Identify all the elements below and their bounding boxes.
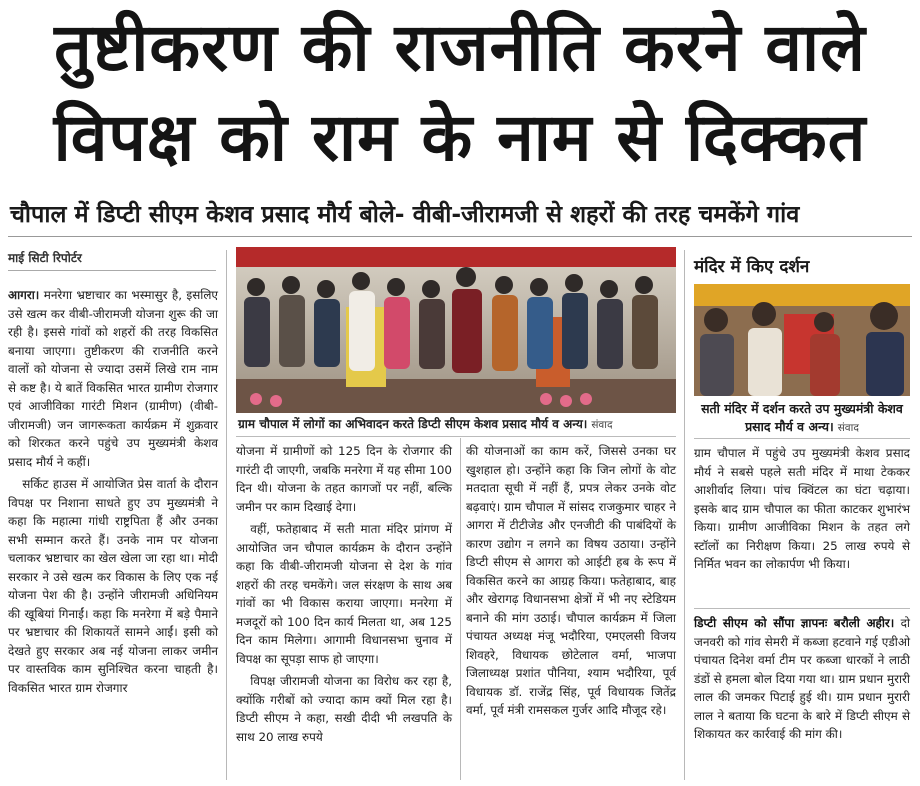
main-photo-caption bbox=[238, 416, 678, 434]
paragraph: वहीं, फतेहाबाद में सती माता मंदिर प्रांगण में आयोजित जन चौपाल कार्यक्रम के दौरान उन्होंने कहा कि वीबी-जीरामजी योजना से देश के गांव शहरों की तरह चमकेंगे। जल संरक्षण के साथ अब गांवों का भी विकास कराया जाएगा। मनरेगा में मजदूरों को 100 दिन कार्य मिलता था, अब 125 दिन काम मिलेगा। आगामी विधानसभा चुनाव में विपक्ष का सूपड़ा साफ हो जाएगा। bbox=[236, 522, 452, 666]
column-divider bbox=[684, 250, 685, 780]
paragraph: विपक्ष जीरामजी योजना का विरोध कर रहा है, क्योंकि गरीबों को ज्यादा काम क्यों मिल रहा है। डिप्टी सीएम ने कहा, सखी दीदी भी लखपति के साथ 20 लाख रुपये bbox=[236, 674, 452, 744]
paragraph: ग्राम चौपाल में पहुंचे उप मुख्यमंत्री केशव प्रसाद मौर्य ने सबसे पहले सती मंदिर में माथा टेककर आशीर्वाद लिया। पांच क्विंटल का घंटा चढ़ाया। इसके बाद ग्राम चौपाल का फीता काटकर शुभारंभ किया। ग्रामीण आजीविका मिशन के तहत लगे स्टॉलों का निरीक्षण किया। 25 लाख रुपये से निर्मित भवन का लोकार्पण भी किया। bbox=[694, 446, 910, 571]
article-column-2 bbox=[236, 442, 452, 746]
dateline: आगरा। bbox=[8, 288, 40, 302]
column-divider bbox=[460, 438, 461, 780]
box-text: दो जनवरी को गांव सेमरी में कब्जा हटवाने गई एडीओ पंचायत दिनेश वर्मा टीम पर कब्जा धारकों ने लाठी डंडों से हमला बोल दिया गया था। ग्राम प्रधान मुरारी लाल की जमकर पिटाई हुई थी। ग्राम प्रधान मुरारी लाल ने बताया कि घटना के बारे में डिप्टी सीएम से शिकायत कर कार्रवाई की मांग की। bbox=[694, 616, 910, 741]
caption-credit: संवाद bbox=[837, 422, 859, 434]
headline-line-2: विपक्ष को राम के नाम से दिक्कत bbox=[53, 99, 867, 176]
sidebar-paragraph bbox=[694, 444, 910, 574]
paragraph: मनरेगा भ्रष्टाचार का भस्मासुर है, इसलिए उसे खत्म कर वीबी-जीरामजी योजना शुरू की जा रही है। इससे गांवों को शहरों की तरह विकसित बनाया जाएगा। तुष्टीकरण की राजनीति करने वालों को योजना से ज्यादा उसमें लिखे राम नाम से कष्ट है। ये बातें विकसित भारत ग्रामीण रोजगार एवं आजीविका गारंटी मिशन (ग्रामीण) (वीबी-जीरामजी) जन जागरूकता कार्यक्रम में शुक्रवार को शिरकत करने पहुंचे उप मुख्यमंत्री केशव प्रसाद मौर्य ने कहीं। bbox=[8, 288, 218, 469]
headline-rule bbox=[8, 236, 912, 237]
byline-rule bbox=[8, 270, 216, 271]
box-heading: डिप्टी सीएम को सौंपा ज्ञापनः बरौली अहीर। bbox=[694, 616, 895, 630]
sidebar-box bbox=[694, 614, 910, 744]
headline-line-1: तुष्टीकरण की राजनीति करने वाले bbox=[54, 9, 866, 86]
article-column-3 bbox=[466, 442, 676, 720]
caption-rule bbox=[236, 436, 676, 437]
temple-photo-illustration bbox=[694, 284, 910, 396]
caption-text: सती मंदिर में दर्शन करते उप मुख्यमंत्री केशव प्रसाद मौर्य व अन्य। bbox=[701, 401, 903, 434]
caption-credit: संवाद bbox=[591, 419, 613, 431]
sidebar-box-rule bbox=[694, 608, 910, 609]
caption-text: ग्राम चौपाल में लोगों का अभिवादन करते डिप्टी सीएम केशव प्रसाद मौर्य व अन्य। bbox=[238, 417, 588, 431]
column-divider bbox=[226, 250, 227, 780]
paragraph: योजना में ग्रामीणों को 125 दिन के रोजगार की गारंटी दी जाएगी, जबकि मनरेगा में यह सीमा 100 दिन थी। योजना के तहत कागजों पर नहीं, बल्कि जमीन पर काम दिखाई देगा। bbox=[236, 444, 452, 514]
main-photo bbox=[236, 247, 676, 413]
byline: माई सिटी रिपोर्टर bbox=[8, 251, 82, 265]
paragraph: सर्किट हाउस में आयोजित प्रेस वार्ता के दौरान विपक्ष पर निशाना साधते हुए उप मुख्यमंत्री ने कहा कि महात्मा गांधी राष्ट्रपिता हैं और उनका सभी सम्मान करते हैं। उनके नाम पर योजना चलाकर भ्रष्टाचार का खेल खेला जा रहा था। मोदी सरकार ने उसे खत्म कर विकास के लिए एक नई योजना पेश की है। उन्होंने जीरामजी अधिनियम की खूबियां गिनाईं। कहा कि मनरेगा में बड़े पैमाने पर भ्रष्टाचार की शिकायतें सामने आईं। इसी को देखते हुए सरकार अब नई योजना लाकर जमीन पर वास्तविक काम सुनिश्चित करना चाहती है। विकसित भारत ग्राम रोजगार bbox=[8, 477, 218, 695]
sidebar-photo bbox=[694, 284, 910, 396]
sidebar-photo-caption bbox=[694, 400, 910, 437]
sidebar-rule bbox=[694, 438, 910, 439]
paragraph: की योजनाओं का काम करें, जिससे उनका घर खुशहाल हो। उन्होंने कहा कि जिन लोगों के वोट मतदाता सूची में नहीं हैं, प्रपत्र लेकर उनके वोट बढ़वाएं। ग्राम चौपाल में सांसद राजकुमार चाहर ने आगरा में टीटीजेड और एनजीटी की पाबंदियों के कारण उद्योग न लगने का विषय उठाया। उन्होंने डिप्टी सीएम से आगरा को आईटी हब के रूप में विकसित करने का आग्रह किया। फतेहाबाद, बाह और खेरागढ़ विधानसभा क्षेत्रों में भी नए स्टेडियम बनाने की मांग उठाई। चौपाल कार्यक्रम में जिला पंचायत अध्यक्ष मंजू भदौरिया, एमएलसी विजय शिवहरे, विधायक छोटेलाल वर्मा, भाजपा जिलाध्यक्ष प्रशांत पौनिया, श्याम भदौरिया, पूर्व विधायक डॉ. राजेंद्र सिंह, पूर्व विधायक जितेंद्र वर्मा, पूर्व मंत्री रामसकल गुर्जर आदि मौजूद रहे। bbox=[466, 444, 676, 717]
crowd-photo-illustration bbox=[236, 247, 676, 413]
article-column-1 bbox=[8, 286, 218, 697]
sidebar-heading: मंदिर में किए दर्शन bbox=[694, 257, 810, 277]
subheadline: चौपाल में डिप्टी सीएम केशव प्रसाद मौर्य बोले- वीबी-जीरामजी से शहरों की तरह चमकेंगे गांव bbox=[10, 200, 800, 228]
